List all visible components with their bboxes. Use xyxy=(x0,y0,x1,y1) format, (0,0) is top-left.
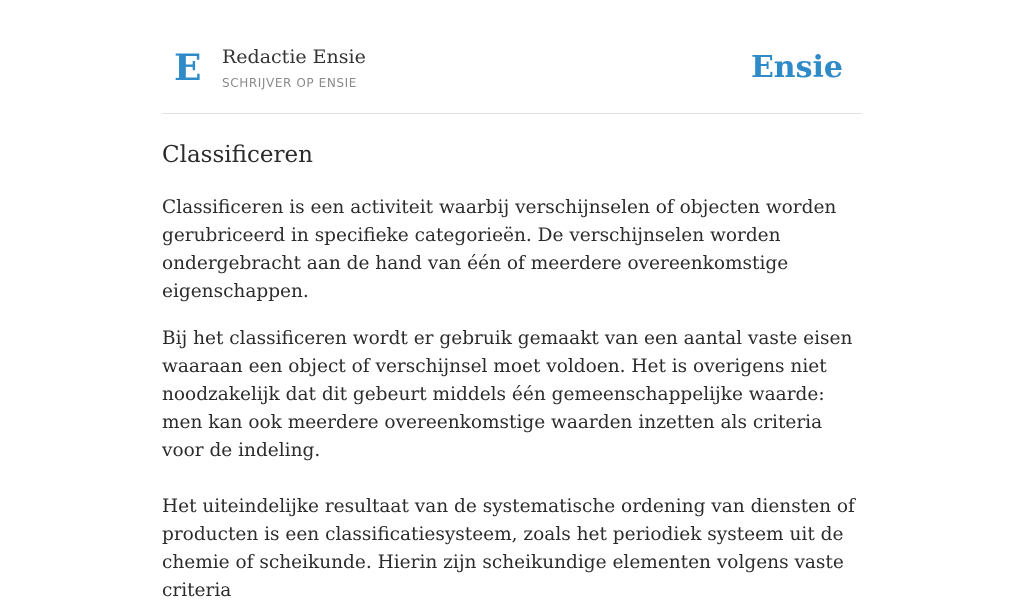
article-page xyxy=(162,0,862,605)
article-paragraph: Het uiteindelijke resultaat van de systematische ordening van diensten of producten is een classificatiesysteem, zoals het periodiek systeem uit de chemie of scheikunde. Hierin zijn scheikundige elementen volgens vaste criteria xyxy=(162,496,855,601)
article-paragraph: Bij het classificeren wordt er gebruik gemaakt van een aantal vaste eisen waaraan een object of verschijnsel moet voldoen. Het is overigens niet noodzakelijk dat dit gebeurt middels één gemeenschappelijke waarde: men kan ook meerdere overeenkomstige waarden inzetten als criteria voor de indeling. xyxy=(162,328,853,461)
article-title: Classificeren xyxy=(162,142,313,168)
brand-logo[interactable]: Ensie xyxy=(750,50,843,85)
article-paragraph: Classificeren is een activiteit waarbij verschijnselen of objecten worden gerubriceerd in specifieke categorieën. De verschijnselen worden ondergebracht aan de hand van één of meerdere overeenkomstige eigenschappen. xyxy=(162,197,837,302)
author-avatar[interactable]: E xyxy=(174,47,202,89)
author-role: SCHRIJVER OP ENSIE xyxy=(222,76,357,90)
author-name[interactable]: Redactie Ensie xyxy=(222,46,366,68)
article-header xyxy=(162,0,862,114)
